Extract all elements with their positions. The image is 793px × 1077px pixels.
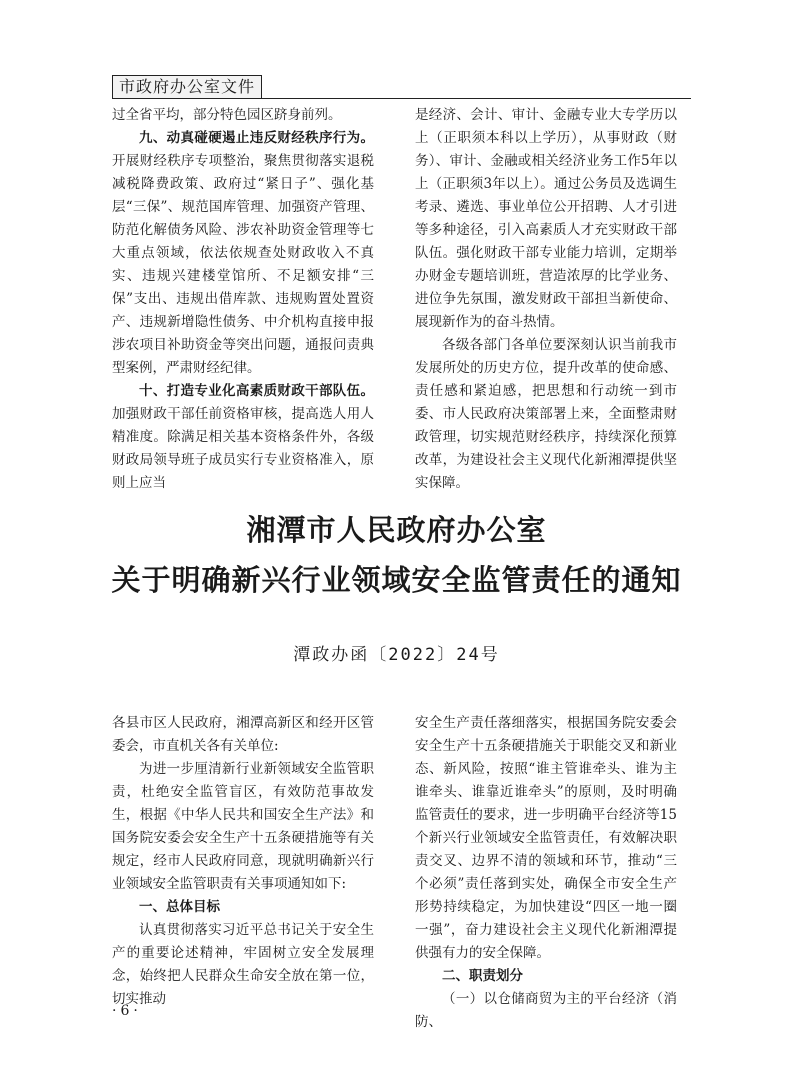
notice-left-column <box>112 712 374 1011</box>
top-left-paragraph-2 <box>112 127 374 380</box>
top-right-paragraph-1: 是经济、会计、审计、金融专业大专学历以上（正职须本科以上学历），从事财政（财务）、审计、金融或相关经济业务工作5年以上（正职须3年以上）。通过公务员及选调生考录、遴选、事业单位公开招聘、人才引进等多种途径，引入高素质人才充实财政干部队伍。强化财政干部专业能力培训，定期举办财金专题培训班，营造浓厚的比学业务、进位争先氛围，激发财政干部担当新使命、展现新作为的奋斗热情。 <box>415 107 677 330</box>
notice-right-column <box>415 712 677 1034</box>
item-ten-text: 加强财政干部任前资格审核，提高选人用人精准度。除满足相关基本资格条件外，各级财政局领导班子成员实行专业资格准入，原则上应当 <box>112 406 374 491</box>
notice-title-line-2: 关于明确新兴行业领域安全监管责任的通知 <box>111 563 682 597</box>
top-right-paragraph-2: 各级各部门各单位要深刻认识当前我市发展所处的历史方位，提升改革的使命感、责任感和紧迫感，把思想和行动统一到市委、市人民政府决策部署上来，全面整肃财政管理，切实规范财经秩序，持续深化预算改革，为建设社会主义现代化新湘潭提供坚实保障。 <box>415 337 677 491</box>
section-2-heading: 二、职责划分 <box>442 968 523 984</box>
header-divider <box>112 98 691 99</box>
top-left-column <box>112 104 374 495</box>
salutation: 各县市区人民政府，湘潭高新区和经开区管委会，市直机关各有关单位: <box>112 715 374 754</box>
section-header-label: 市政府办公室文件 <box>112 75 262 99</box>
top-left-paragraph-3 <box>112 380 374 495</box>
item-nine-text: 开展财经秩序专项整治，聚焦贯彻落实退税减税降费政策、政府过“紧日子”、强化基层“三保”、规范国库管理、加强资产管理、防范化解债务风险、涉农补助资金管理等七大重点领域，依法依规查处财政收入不真实、违规兴建楼堂馆所、不足额安排“三保”支出、违规出借库款、违规购置处置资产、违规新增隐性债务、中介机构直接申报涉农项目补助资金等突出问题，通报问责典型案例，严肃财经纪律。 <box>112 153 374 376</box>
item-nine-heading: 九、动真碰硬遏止违反财经秩序行为。 <box>139 130 374 146</box>
page-number: ·6· <box>112 1003 142 1019</box>
notice-title-line-1: 湘潭市人民政府办公室 <box>246 513 547 547</box>
section-1-text: 认真贯彻落实习近平总书记关于安全生产的重要论述精神，牢固树立安全发展理念，始终把人民群众生命安全放在第一位，切实推动 <box>112 922 374 1007</box>
section-2-item-1: （一）以仓储商贸为主的平台经济（消防、 <box>415 991 677 1030</box>
top-right-column <box>415 104 677 495</box>
item-ten-heading: 十、打造专业化高素质财政干部队伍。 <box>139 383 374 399</box>
document-number: 潭政办函〔2022〕24号 <box>293 645 500 665</box>
top-left-paragraph-1: 过全省平均，部分特色园区跻身前列。 <box>112 107 342 123</box>
intro-paragraph: 为进一步厘清新行业新领域安全监管职责，杜绝安全监管盲区，有效防范事故发生，根据《中华人民共和国安全生产法》和国务院安委会安全生产十五条硬措施等有关规定，经市人民政府同意，现就明确新兴行业领域安全监管职责有关事项通知如下: <box>112 761 374 892</box>
section-1-heading: 一、总体目标 <box>139 899 220 915</box>
continued-paragraph: 安全生产责任落细落实，根据国务院安委会安全生产十五条硬措施关于职能交叉和新业态、新风险，按照“谁主管谁牵头、谁为主谁牵头、谁靠近谁牵头”的原则，及时明确监管责任的要求，进一步明确平台经济等15个新兴行业领域安全监管责任，有效解决职责交叉、边界不清的领域和环节，推动“三个必须”责任落到实处，确保全市安全生产形势持续稳定，为加快建设“四区一地一圈一强”，奋力建设社会主义现代化新湘潭提供强有力的安全保障。 <box>415 715 677 961</box>
